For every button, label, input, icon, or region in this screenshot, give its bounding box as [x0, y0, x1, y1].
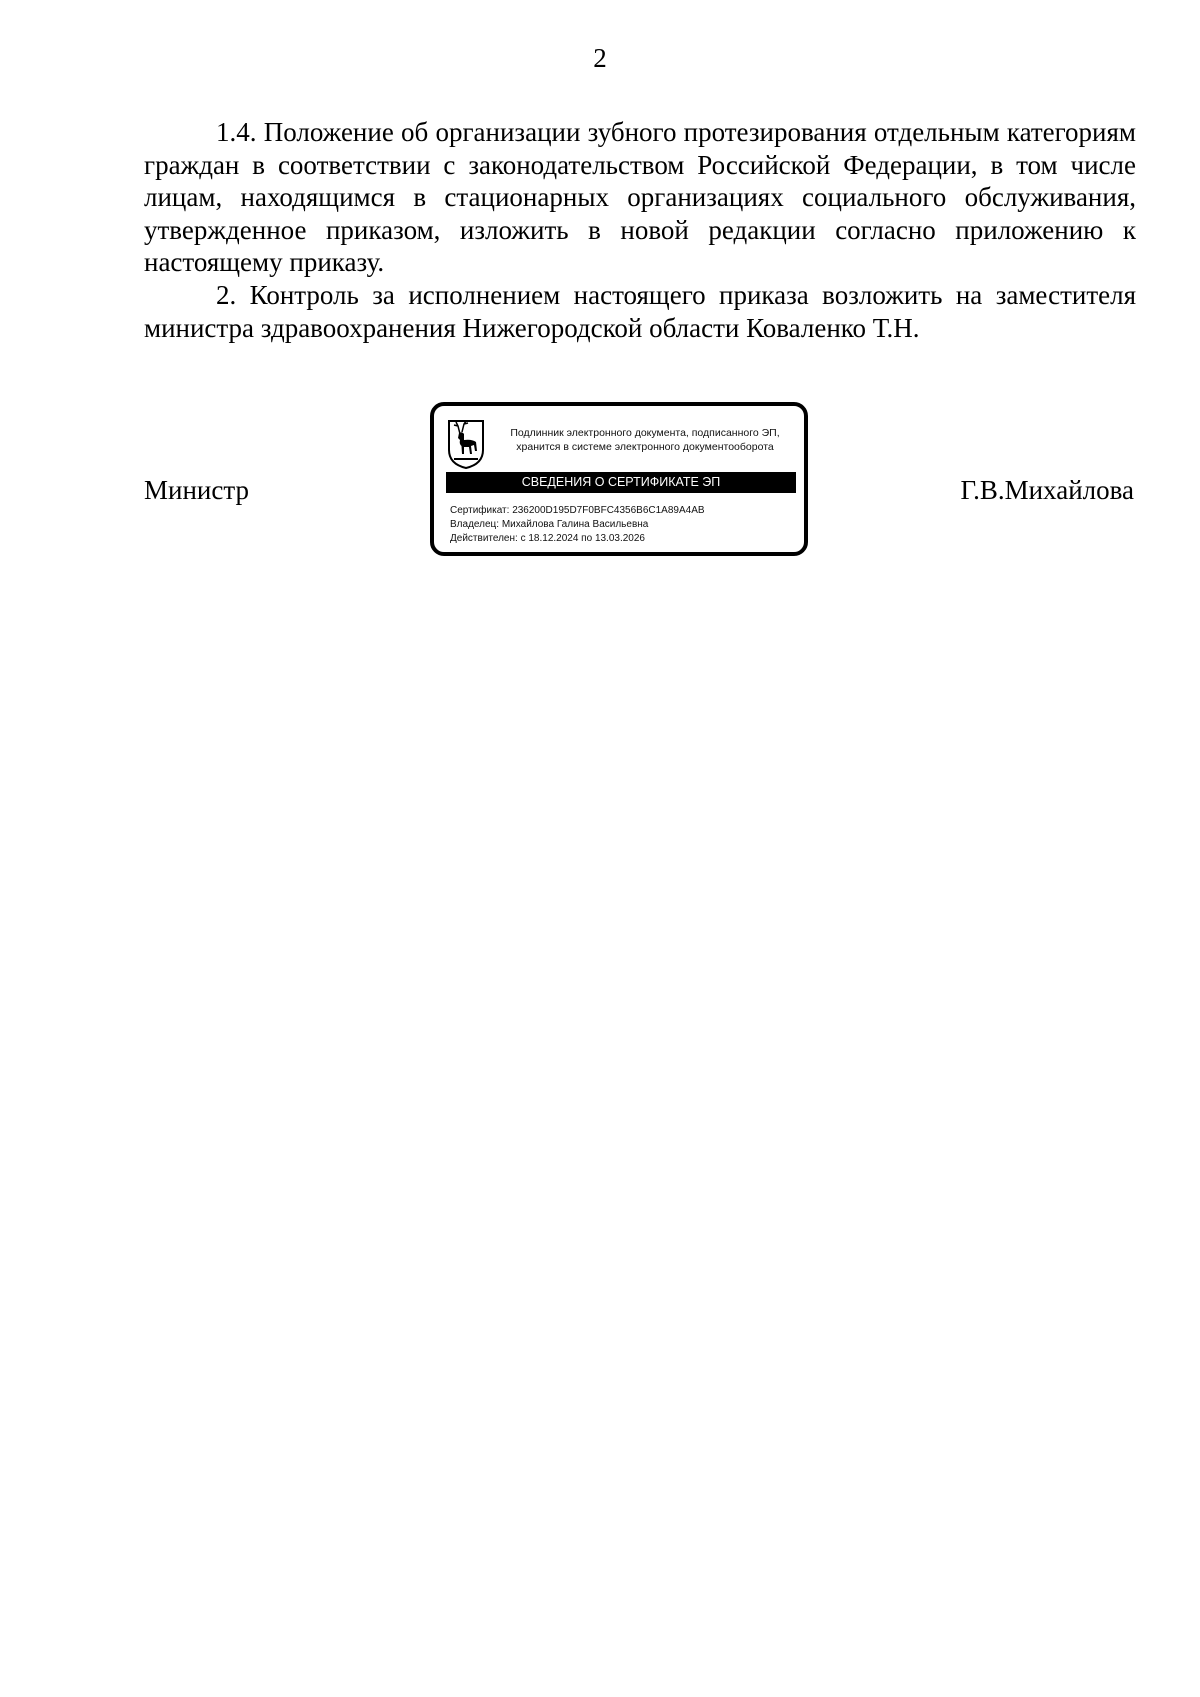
validity-row: [450, 532, 705, 546]
document-body: [144, 116, 1136, 344]
page-number: 2: [593, 43, 607, 73]
signatory-title: Министр: [144, 475, 249, 505]
stamp-note: [492, 426, 798, 454]
validity-value: с 18.12.2024 по 13.03.2026: [520, 533, 645, 544]
stamp-note-line-2: хранится в системе электронного документооборота: [516, 441, 774, 453]
nizhny-novgorod-deer-emblem-icon: [446, 418, 486, 470]
paragraph-1-4: 1.4. Положение об организации зубного протезирования отдельным категориям граждан в соответствии с законодательством Российской Федерации, в том числе лицам, находящимся в стационарных организациях социального обслуживания, утвержденное приказом, изложить в новой редакции согласно приложению к настоящему приказу.: [144, 117, 1136, 278]
owner-label: Владелец:: [450, 519, 500, 530]
certificate-value: 236200D195D7F0BFC4356B6C1A89A4AB: [512, 505, 705, 516]
stamp-header: СВЕДЕНИЯ О СЕРТИФИКАТЕ ЭП: [446, 472, 796, 493]
owner-value: Михайлова Галина Васильевна: [501, 519, 649, 530]
stamp-note-line-1: Подлинник электронного документа, подписанного ЭП,: [510, 427, 780, 439]
electronic-signature-stamp: [430, 402, 808, 556]
owner-row: [450, 518, 705, 532]
stamp-details: [450, 504, 705, 546]
certificate-row: [450, 504, 705, 518]
paragraph-2: 2. Контроль за исполнением настоящего приказа возложить на заместителя министра здравоохранения Нижегородской области Коваленко Т.Н.: [144, 279, 1136, 343]
validity-label: Действителен:: [450, 533, 518, 544]
signatory-name: Г.В.Михайлова: [960, 475, 1134, 505]
certificate-label: Сертификат:: [450, 505, 510, 516]
